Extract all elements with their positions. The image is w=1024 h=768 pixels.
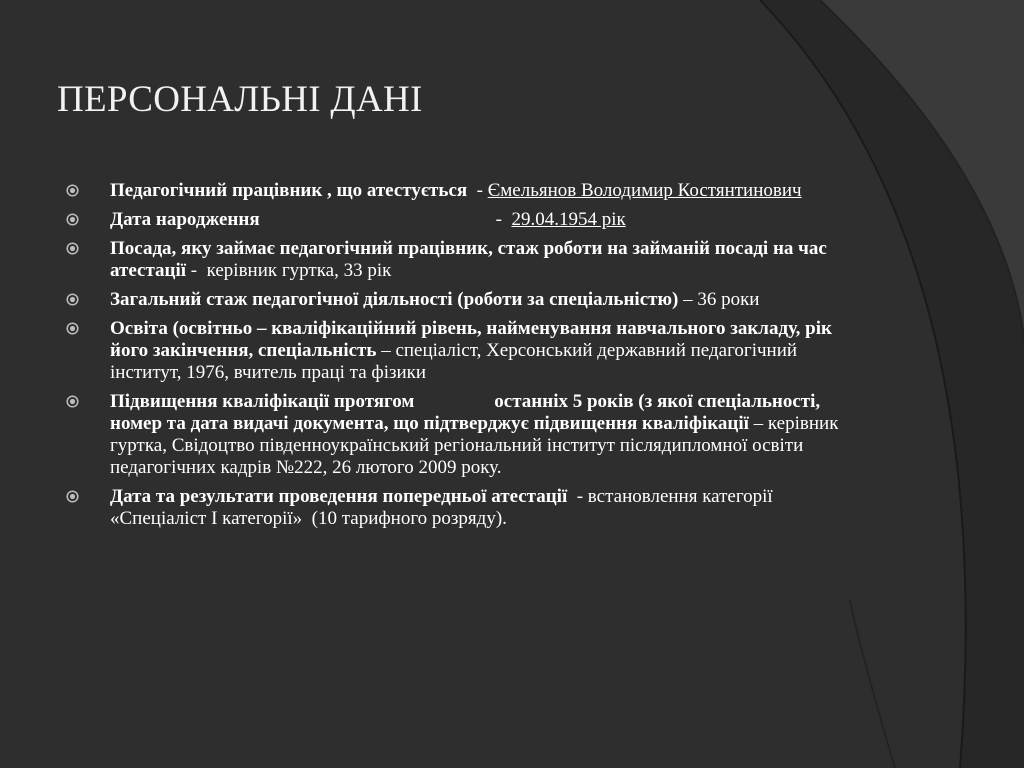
circled-dot-icon	[66, 395, 79, 408]
list-item	[66, 238, 856, 282]
separator: -	[495, 209, 512, 230]
field-label: Посада, яку займає педагогічний працівник, стаж роботи на займаній посаді на час атестації	[110, 238, 827, 281]
field-value: Ємельянов Володимир Костянтинович	[487, 180, 802, 201]
field-label: Підвищення кваліфікації протягом	[110, 391, 415, 412]
page-title: ПЕРСОНАЛЬНІ ДАНІ	[57, 79, 423, 120]
circled-dot-icon	[66, 242, 79, 255]
field-value: - керівник гуртка, 33 рік	[186, 260, 392, 281]
field-label-continued: останніх 5 років (з якої спеціальності, номер та дата видачі документа, що підтверджує підвищення кваліфікації	[110, 391, 821, 434]
circled-dot-icon	[66, 322, 79, 335]
field-value: - встановлення категорії «Спеціаліст І категорії» (10 тарифного розряду).	[110, 486, 778, 529]
list-item	[66, 318, 856, 384]
circled-dot-icon	[66, 213, 79, 226]
field-value: – 36 роки	[678, 289, 760, 310]
field-label: Дата народження	[110, 209, 260, 230]
list-item	[66, 289, 856, 311]
field-value: – спеціаліст, Херсонський державний педагогічний інститут, 1976, вчитель праці та фізики	[110, 340, 798, 383]
bullet-list	[66, 180, 856, 537]
field-label: Дата та результати проведення попередньої атестації	[110, 486, 568, 507]
field-label: Загальний стаж педагогічної діяльності (роботи за спеціальністю)	[110, 289, 679, 310]
list-item	[66, 209, 856, 231]
list-item	[66, 486, 856, 530]
field-label: Педагогічний працівник , що атестується	[110, 180, 468, 201]
field-value: 29.04.1954 рік	[511, 209, 626, 230]
field-value: – керівник гуртка, Свідоцтво південноукраїнський регіональний інститут післядипломної освіти педагогічних кадрів №222, 26 лютого 2009 року.	[110, 413, 839, 478]
circled-dot-icon	[66, 490, 79, 503]
circled-dot-icon	[66, 293, 79, 306]
field-label: Освіта (освітньо – кваліфікаційний рівень, найменування навчального закладу, рік його закінчення, спеціальність	[110, 318, 832, 361]
list-item	[66, 391, 856, 479]
circled-dot-icon	[66, 184, 79, 197]
list-item	[66, 180, 856, 202]
separator: -	[467, 180, 488, 201]
